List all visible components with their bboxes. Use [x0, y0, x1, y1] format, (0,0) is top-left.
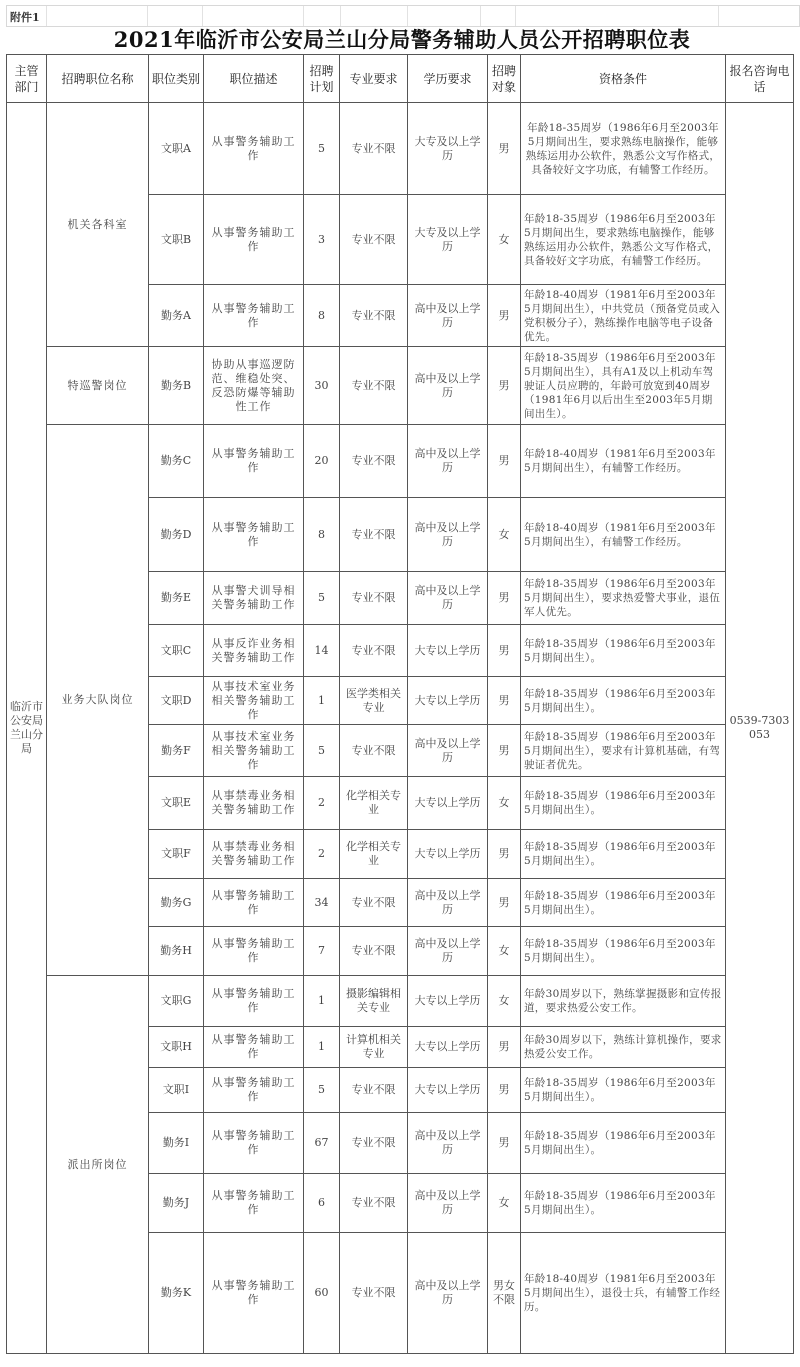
header-target: 招聘对象 [488, 55, 521, 103]
empty-cell [341, 6, 408, 26]
major-cell: 医学类相关专业 [340, 677, 408, 725]
education-cell: 大专以上学历 [408, 830, 488, 879]
annex-label: 附件1 [7, 6, 47, 26]
empty-cell [481, 6, 516, 26]
requirements-cell: 年龄18-35周岁（1986年6月至2003年5月期间出生），要求热爱警犬事业，退伍军人优先。 [521, 572, 726, 625]
target-cell: 男 [488, 1068, 521, 1113]
requirements-cell: 年龄18-40周岁（1981年6月至2003年5月期间出生），中共党员（预备党员或入党积极分子），熟练操作电脑等电子设备优先。 [521, 285, 726, 347]
requirements-cell: 年龄18-35周岁（1986年6月至2003年5月期间出生），具有A1及以上机动车驾驶证人员应聘的，年龄可放宽到40周岁（1981年6月以后出生至2003年5月期间出生）。 [521, 347, 726, 425]
description-cell: 从事禁毒业务相关警务辅助工作 [204, 830, 304, 879]
plan-cell: 14 [304, 625, 340, 677]
education-cell: 高中及以上学历 [408, 498, 488, 572]
requirements-cell: 年龄18-40周岁（1981年6月至2003年5月期间出生），有辅警工作经历。 [521, 498, 726, 572]
description-cell: 从事禁毒业务相关警务辅助工作 [204, 777, 304, 830]
requirements-cell: 年龄18-40周岁（1981年6月至2003年5月期间出生），退役士兵，有辅警工作经历。 [521, 1233, 726, 1354]
category-cell: 勤务A [149, 285, 204, 347]
description-cell: 从事警务辅助工作 [204, 927, 304, 976]
major-cell: 计算机相关专业 [340, 1027, 408, 1068]
plan-cell: 67 [304, 1113, 340, 1174]
target-cell: 男 [488, 285, 521, 347]
plan-cell: 60 [304, 1233, 340, 1354]
category-cell: 勤务I [149, 1113, 204, 1174]
requirements-cell: 年龄30周岁以下，熟练掌握摄影和宣传报道，要求热爱公安工作。 [521, 976, 726, 1027]
education-cell: 高中及以上学历 [408, 1113, 488, 1174]
education-cell: 大专以上学历 [408, 777, 488, 830]
plan-cell: 1 [304, 1027, 340, 1068]
requirements-cell: 年龄18-35周岁（1986年6月至2003年5月期间出生）。 [521, 927, 726, 976]
major-cell: 摄影编辑相关专业 [340, 976, 408, 1027]
major-cell: 专业不限 [340, 927, 408, 976]
plan-cell: 7 [304, 927, 340, 976]
plan-cell: 1 [304, 976, 340, 1027]
target-cell: 女 [488, 777, 521, 830]
education-cell: 高中及以上学历 [408, 927, 488, 976]
empty-cell [516, 6, 719, 26]
description-cell: 从事警务辅助工作 [204, 879, 304, 927]
description-cell: 从事警务辅助工作 [204, 498, 304, 572]
header-row [7, 55, 794, 103]
major-cell: 专业不限 [340, 1174, 408, 1233]
target-cell: 男 [488, 1113, 521, 1174]
plan-cell: 34 [304, 879, 340, 927]
table-row [7, 347, 794, 425]
requirements-cell: 年龄18-35周岁（1986年6月至2003年5月期间出生）。 [521, 830, 726, 879]
major-cell: 专业不限 [340, 1113, 408, 1174]
education-cell: 大专及以上学历 [408, 103, 488, 195]
major-cell: 专业不限 [340, 425, 408, 498]
description-cell: 从事警务辅助工作 [204, 103, 304, 195]
target-cell: 男 [488, 625, 521, 677]
category-cell: 文职H [149, 1027, 204, 1068]
requirements-cell: 年龄18-35周岁（1986年6月至2003年5月期间出生）。 [521, 777, 726, 830]
requirements-cell: 年龄18-35周岁（1986年6月至2003年5月期间出生）。 [521, 1174, 726, 1233]
group-name: 机关各科室 [47, 103, 149, 347]
empty-cell [408, 6, 481, 26]
plan-cell: 20 [304, 425, 340, 498]
table-row [7, 103, 794, 195]
target-cell: 女 [488, 498, 521, 572]
category-cell: 文职F [149, 830, 204, 879]
description-cell: 协助从事巡逻防范、维稳处突、反恐防爆等辅助性工作 [204, 347, 304, 425]
target-cell: 男 [488, 103, 521, 195]
description-cell: 从事反诈业务相关警务辅助工作 [204, 625, 304, 677]
category-cell: 文职G [149, 976, 204, 1027]
education-cell: 高中及以上学历 [408, 572, 488, 625]
page-title: 2021年临沂市公安局兰山分局警务辅助人员公开招聘职位表 [113, 27, 691, 52]
positions-table [6, 54, 794, 1354]
requirements-cell: 年龄18-35周岁（1986年6月至2003年5月期间出生，要求熟练电脑操作，能够熟练运用办公软件，熟悉公文写作格式，具备较好文字功底，有辅警工作经历。 [521, 195, 726, 285]
plan-cell: 5 [304, 572, 340, 625]
education-cell: 高中及以上学历 [408, 347, 488, 425]
major-cell: 专业不限 [340, 498, 408, 572]
target-cell: 女 [488, 195, 521, 285]
category-cell: 勤务E [149, 572, 204, 625]
empty-cell [304, 6, 341, 26]
target-cell: 男 [488, 425, 521, 498]
education-cell: 大专及以上学历 [408, 195, 488, 285]
education-cell: 大专以上学历 [408, 677, 488, 725]
group-name: 派出所岗位 [47, 976, 149, 1354]
major-cell: 专业不限 [340, 285, 408, 347]
plan-cell: 8 [304, 285, 340, 347]
header-dept: 主管部门 [7, 55, 47, 103]
header-category: 职位类别 [149, 55, 204, 103]
major-cell: 专业不限 [340, 1068, 408, 1113]
plan-cell: 2 [304, 830, 340, 879]
major-cell: 专业不限 [340, 625, 408, 677]
category-cell: 文职B [149, 195, 204, 285]
major-cell: 专业不限 [340, 725, 408, 777]
table-row [7, 425, 794, 498]
education-cell: 大专以上学历 [408, 1027, 488, 1068]
empty-cell [203, 6, 304, 26]
group-name: 业务大队岗位 [47, 425, 149, 976]
description-cell: 从事警务辅助工作 [204, 1027, 304, 1068]
header-major: 专业要求 [340, 55, 408, 103]
table-row [7, 976, 794, 1027]
header-phone: 报名咨询电话 [726, 55, 794, 103]
description-cell: 从事警务辅助工作 [204, 425, 304, 498]
description-cell: 从事警务辅助工作 [204, 1113, 304, 1174]
plan-cell: 5 [304, 1068, 340, 1113]
target-cell: 男 [488, 677, 521, 725]
annex-row [6, 5, 800, 27]
header-plan: 招聘计划 [304, 55, 340, 103]
header-education: 学历要求 [408, 55, 488, 103]
description-cell: 从事警务辅助工作 [204, 285, 304, 347]
category-cell: 勤务K [149, 1233, 204, 1354]
requirements-cell: 年龄18-35周岁（1986年6月至2003年5月期间出生）。 [521, 879, 726, 927]
description-cell: 从事警务辅助工作 [204, 1068, 304, 1113]
category-cell: 勤务J [149, 1174, 204, 1233]
plan-cell: 2 [304, 777, 340, 830]
description-cell: 从事警犬训导相关警务辅助工作 [204, 572, 304, 625]
category-cell: 文职I [149, 1068, 204, 1113]
major-cell: 专业不限 [340, 572, 408, 625]
target-cell: 男 [488, 347, 521, 425]
plan-cell: 6 [304, 1174, 340, 1233]
major-cell: 专业不限 [340, 879, 408, 927]
target-cell: 女 [488, 927, 521, 976]
plan-cell: 1 [304, 677, 340, 725]
requirements-cell: 年龄18-35周岁（1986年6月至2003年5月期间出生）。 [521, 677, 726, 725]
requirements-cell: 年龄18-35周岁（1986年6月至2003年5月期间出生）。 [521, 625, 726, 677]
target-cell: 男 [488, 572, 521, 625]
requirements-cell: 年龄18-40周岁（1981年6月至2003年5月期间出生），有辅警工作经历。 [521, 425, 726, 498]
header-requirements: 资格条件 [521, 55, 726, 103]
major-cell: 专业不限 [340, 195, 408, 285]
education-cell: 大专以上学历 [408, 976, 488, 1027]
target-cell: 男 [488, 1027, 521, 1068]
major-cell: 化学相关专业 [340, 777, 408, 830]
category-cell: 勤务G [149, 879, 204, 927]
target-cell: 男女不限 [488, 1233, 521, 1354]
description-cell: 从事警务辅助工作 [204, 976, 304, 1027]
education-cell: 大专以上学历 [408, 1068, 488, 1113]
category-cell: 文职A [149, 103, 204, 195]
target-cell: 女 [488, 976, 521, 1027]
plan-cell: 5 [304, 103, 340, 195]
plan-cell: 5 [304, 725, 340, 777]
education-cell: 高中及以上学历 [408, 725, 488, 777]
requirements-cell: 年龄18-35周岁（1986年6月至2003年5月期间出生）。 [521, 1068, 726, 1113]
department-cell [7, 103, 47, 1354]
description-cell: 从事警务辅助工作 [204, 1233, 304, 1354]
header-description: 职位描述 [204, 55, 304, 103]
category-cell: 勤务B [149, 347, 204, 425]
category-cell: 文职D [149, 677, 204, 725]
description-cell: 从事警务辅助工作 [204, 1174, 304, 1233]
category-cell: 勤务H [149, 927, 204, 976]
major-cell: 专业不限 [340, 1233, 408, 1354]
plan-cell: 8 [304, 498, 340, 572]
major-cell: 化学相关专业 [340, 830, 408, 879]
category-cell: 文职C [149, 625, 204, 677]
major-cell: 专业不限 [340, 103, 408, 195]
education-cell: 大专以上学历 [408, 625, 488, 677]
education-cell: 高中及以上学历 [408, 285, 488, 347]
target-cell: 男 [488, 879, 521, 927]
category-cell: 文职E [149, 777, 204, 830]
education-cell: 高中及以上学历 [408, 1174, 488, 1233]
group-name: 特巡警岗位 [47, 347, 149, 425]
empty-cell [47, 6, 148, 26]
requirements-cell: 年龄18-35周岁（1986年6月至2003年5月期间出生），要求有计算机基础，有驾驶证者优先。 [521, 725, 726, 777]
plan-cell: 3 [304, 195, 340, 285]
category-cell: 勤务C [149, 425, 204, 498]
description-cell: 从事技术室业务相关警务辅助工作 [204, 725, 304, 777]
plan-cell: 30 [304, 347, 340, 425]
department-name: 临沂市公安局兰山分局 [10, 700, 43, 755]
education-cell: 高中及以上学历 [408, 879, 488, 927]
category-cell: 勤务F [149, 725, 204, 777]
requirements-cell: 年龄30周岁以下，熟练计算机操作，要求热爱公安工作。 [521, 1027, 726, 1068]
education-cell: 高中及以上学历 [408, 425, 488, 498]
target-cell: 女 [488, 1174, 521, 1233]
header-position-name: 招聘职位名称 [47, 55, 149, 103]
empty-cell [719, 6, 799, 26]
category-cell: 勤务D [149, 498, 204, 572]
target-cell: 男 [488, 830, 521, 879]
description-cell: 从事技术室业务相关警务辅助工作 [204, 677, 304, 725]
empty-cell [148, 6, 203, 26]
target-cell: 男 [488, 725, 521, 777]
description-cell: 从事警务辅助工作 [204, 195, 304, 285]
requirements-cell: 年龄18-35周岁（1986年6月至2003年5月期间出生）。 [521, 1113, 726, 1174]
education-cell: 高中及以上学历 [408, 1233, 488, 1354]
phone-cell: 0539-7303053 [726, 103, 794, 1354]
major-cell: 专业不限 [340, 347, 408, 425]
requirements-cell: 年龄18-35周岁（1986年6月至2003年5月期间出生，要求熟练电脑操作，能够熟练运用办公软件，熟悉公文写作格式，具备较好文字功底，有辅警工作经历。 [521, 103, 726, 195]
